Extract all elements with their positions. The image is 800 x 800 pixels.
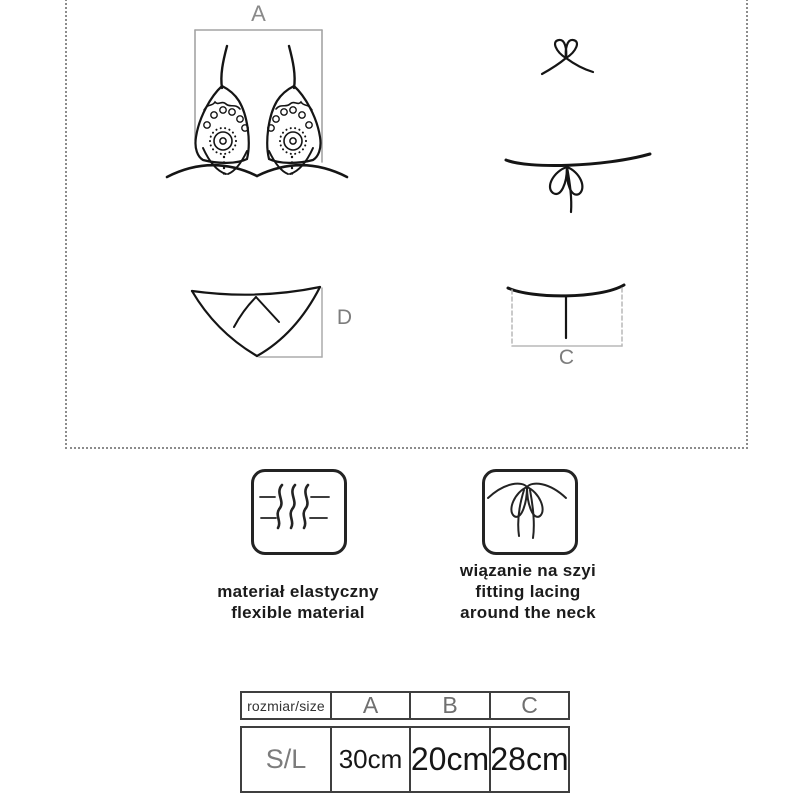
center-flower-left (210, 128, 236, 154)
size-table-row (240, 726, 570, 793)
back-band-with-bow (506, 154, 650, 212)
cell-measurement-c: 28cm (489, 728, 568, 791)
gusset-seam-right (256, 297, 279, 322)
panty-left-edge (192, 291, 257, 356)
neck-lacing-icon (485, 472, 569, 546)
header-cell-size-label: rozmiar/size (247, 697, 325, 714)
bra-strap-left (221, 46, 227, 88)
caption-line: around the neck (460, 603, 596, 622)
dimension-label-a: A (251, 1, 267, 26)
dimension-label-c: C (558, 346, 576, 369)
wavy-lines (278, 485, 308, 528)
bra-underband (167, 165, 347, 177)
elastic-material-caption (168, 581, 428, 623)
gusset-seam-left (234, 297, 256, 327)
cell-measurement-a: 30cm (330, 728, 409, 791)
size-table-header (240, 691, 570, 720)
lacing-bow (488, 484, 566, 538)
panty-right-edge (257, 287, 320, 356)
caption-line: wiązanie na szyi (459, 561, 597, 580)
center-flower-right (280, 128, 306, 154)
header-cell-c: C (489, 693, 568, 718)
bikini-back-figure (506, 40, 650, 212)
caption-line: fitting lacing (475, 582, 581, 601)
neck-lacing-card (482, 469, 578, 555)
elastic-material-card (251, 469, 347, 555)
panty-front-figure (192, 287, 322, 357)
bra-front-figure (167, 30, 347, 178)
panty-back-band (508, 285, 624, 296)
elastic-waves-icon (254, 472, 338, 546)
cell-size: S/L (265, 744, 307, 774)
panty-waist-edge (192, 287, 320, 295)
header-cell-b: B (409, 693, 489, 718)
bra-strap-right (289, 46, 295, 88)
dimension-label-d: D (336, 306, 354, 329)
header-cell-a: A (330, 693, 409, 718)
neck-tie-bow (542, 40, 593, 74)
neck-lacing-caption (398, 560, 658, 623)
panty-back-figure (508, 285, 624, 346)
cell-measurement-b: 20cm (409, 728, 489, 791)
caption-line: flexible material (231, 603, 365, 622)
caption-line: materiał elastyczny (217, 582, 379, 601)
flower-rings-left (204, 107, 248, 131)
